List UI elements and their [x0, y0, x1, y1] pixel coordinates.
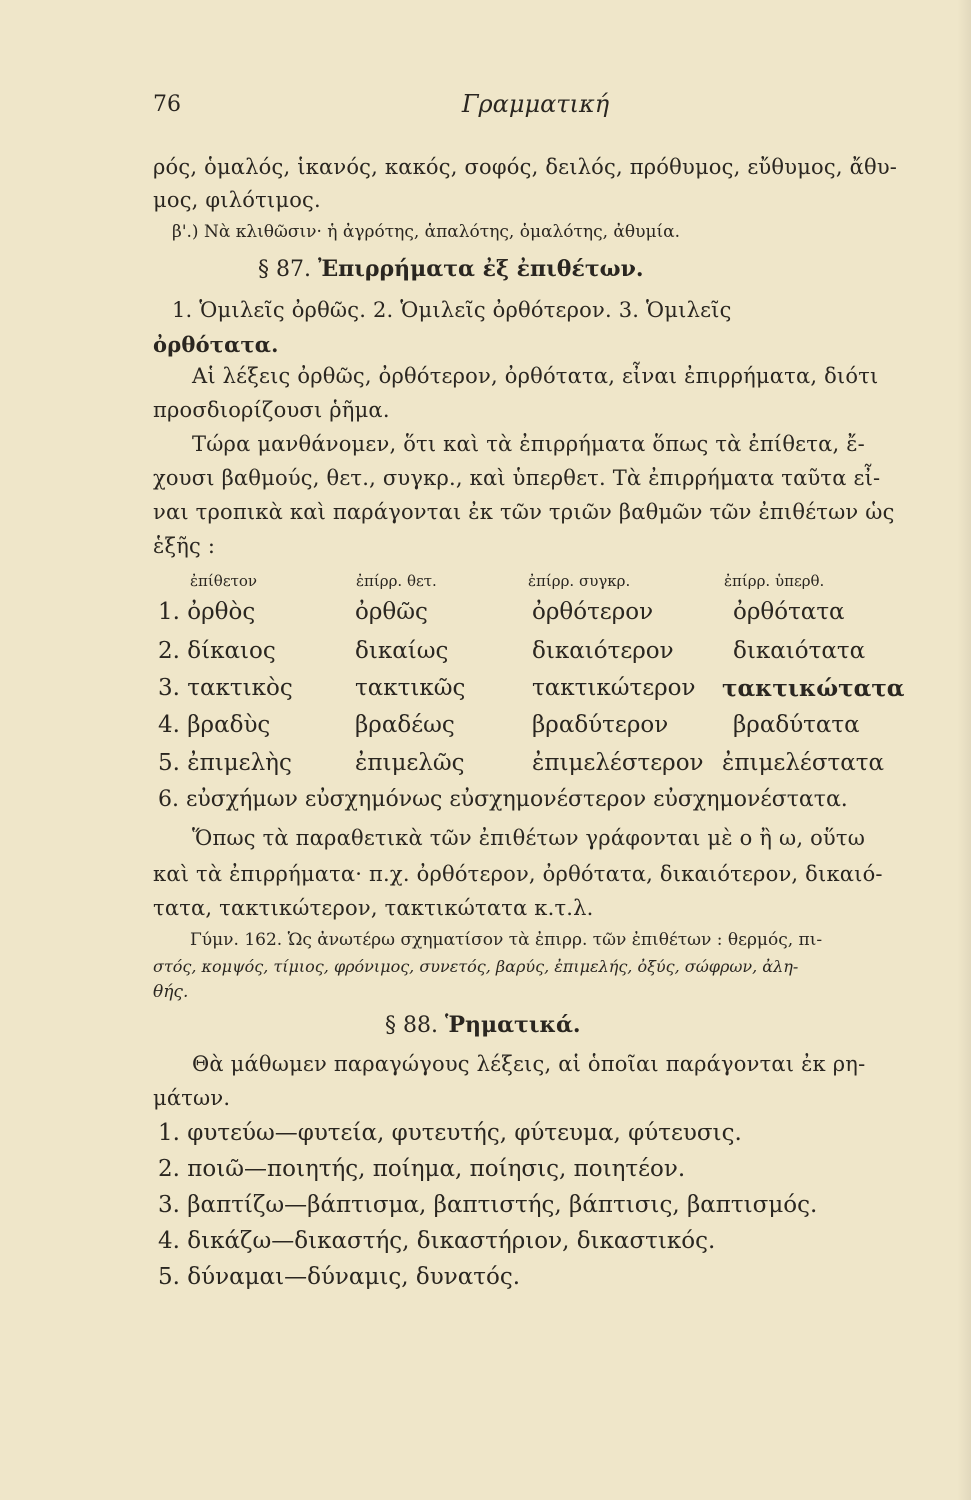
list-item: 5. δύναμαι—δύναμις, δυνατός. — [158, 1264, 521, 1290]
paragraph-2-line-2: χουσι βαθμούς, θετ., συγκρ., καὶ ὑπερθετ. Τὰ ἐπιρρήματα ταῦτα εἶ- — [153, 466, 881, 490]
table-cell: τακτικώτερον — [532, 675, 696, 701]
list-item: 4. δικάζω—δικαστής, δικαστήριον, δικαστικός. — [158, 1228, 716, 1254]
exercise-162-line-3: θής. — [153, 982, 189, 1002]
paragraph-1-line-2: προσδιορίζουσι ῥῆμα. — [153, 398, 390, 422]
table-cell: ὀρθότερον — [532, 599, 654, 625]
page-edge-shadow — [957, 0, 971, 1500]
table-header-positive: ἐπίρρ. θετ. — [356, 572, 437, 590]
table-cell: ἐπιμελέστατα — [722, 750, 885, 776]
rule-line-1: Ὅπως τὰ παραθετικὰ τῶν ἐπιθέτων γράφονται μὲ ο ἢ ω, οὕτω — [192, 826, 866, 850]
table-cell: 3. τακτικὸς — [158, 675, 293, 701]
intro-line-1: ρός, ὁμαλός, ἱκανός, κακός, σοφός, δειλός, πρόθυμος, εὔθυμος, ἄθυ- — [153, 155, 898, 179]
section-88-number: § 88. — [385, 1013, 438, 1038]
table-header-adjective: ἐπίθετον — [190, 572, 258, 590]
example-line-1: 1. Ὁμιλεῖς ὀρθῶς. 2. Ὁμιλεῖς ὀρθότερον. 3. Ὁμιλεῖς — [172, 298, 732, 322]
section-88-title: Ῥηματικά. — [444, 1012, 581, 1038]
table-cell: ὀρθότατα — [733, 599, 845, 625]
table-cell: ἐπιμελῶς — [355, 750, 465, 776]
section-87-number: § 87. — [258, 257, 311, 282]
table-cell: βραδέως — [355, 712, 455, 738]
table-cell: τακτικῶς — [355, 675, 466, 701]
table-cell: 1. ὀρθὸς — [158, 599, 256, 625]
table-cell: βραδύτατα — [733, 712, 860, 738]
table-header-comparative: ἐπίρρ. συγκρ. — [528, 572, 631, 590]
rule-line-3: τατα, τακτικώτερον, τακτικώτατα κ.τ.λ. — [153, 896, 594, 920]
rule-line-2: καὶ τὰ ἐπιρρήματα· π.χ. ὀρθότερον, ὀρθότατα, δικαιότερον, δικαιό- — [153, 862, 883, 886]
table-cell: ὀρθῶς — [355, 599, 428, 625]
exercise-b: β'.) Νὰ κλιθῶσιν· ἡ ἀγρότης, ἁπαλότης, ὁμαλότης, ἀθυμία. — [172, 222, 681, 242]
paragraph-1-line-1: Αἱ λέξεις ὀρθῶς, ὀρθότερον, ὀρθότατα, εἶναι ἐπιρρήματα, διότι — [192, 364, 879, 388]
list-item: 1. φυτεύω—φυτεία, φυτευτής, φύτευμα, φύτευσις. — [158, 1120, 742, 1146]
section-88-intro-line-2: μάτων. — [153, 1086, 231, 1110]
table-cell: 5. ἐπιμελὴς — [158, 750, 292, 776]
paragraph-2-line-4: ἑξῆς : — [153, 534, 216, 558]
table-header-superlative: ἐπίρρ. ὑπερθ. — [724, 572, 825, 590]
table-cell: 4. βραδὺς — [158, 712, 271, 738]
table-cell: βραδύτερον — [532, 712, 669, 738]
paragraph-2-line-1: Τώρα μανθάνομεν, ὅτι καὶ τὰ ἐπιρρήματα ὅπως τὰ ἐπίθετα, ἔ- — [192, 432, 865, 456]
table-row-6: 6. εὐσχήμων εὐσχημόνως εὐσχημονέστερον εὐσχημονέστατα. — [158, 787, 848, 812]
table-cell: 2. δίκαιος — [158, 638, 276, 664]
list-item: 2. ποιῶ—ποιητής, ποίημα, ποίησις, ποιητέον. — [158, 1156, 686, 1182]
example-line-2: ὀρθότατα. — [153, 332, 279, 357]
table-cell: ἐπιμελέστερον — [532, 750, 704, 776]
exercise-162-line-2: στός, κομψός, τίμιος, φρόνιμος, συνετός, βαρύς, ἐπιμελής, ὀξύς, σώφρων, ἀλη- — [153, 957, 799, 976]
section-88-intro-line-1: Θὰ μάθωμεν παραγώγους λέξεις, αἱ ὁποῖαι παράγονται ἐκ ρη- — [192, 1052, 866, 1076]
table-cell: δικαιότατα — [733, 638, 866, 664]
table-cell: δικαίως — [355, 638, 449, 664]
page-number: 76 — [153, 92, 181, 117]
running-title: Γραμματική — [461, 90, 610, 118]
list-item: 3. βαπτίζω—βάπτισμα, βαπτιστής, βάπτισις, βαπτισμός. — [158, 1192, 818, 1218]
table-cell: δικαιότερον — [532, 638, 674, 664]
section-87-heading — [258, 256, 644, 282]
paragraph-2-line-3: ναι τροπικὰ καὶ παράγονται ἐκ τῶν τριῶν βαθμῶν τῶν ἐπιθέτων ὡς — [153, 500, 895, 524]
section-87-title: Ἐπιρρήματα ἐξ ἐπιθέτων. — [317, 256, 644, 282]
exercise-162-line-1: Γύμν. 162. Ὡς ἀνωτέρω σχηματίσον τὰ ἐπιρρ. τῶν ἐπιθέτων : θερμός, πι- — [190, 930, 823, 950]
table-cell: τακτικώτατα — [722, 675, 905, 702]
section-88-heading — [385, 1012, 581, 1038]
intro-line-2: μος, φιλότιμος. — [153, 188, 321, 212]
